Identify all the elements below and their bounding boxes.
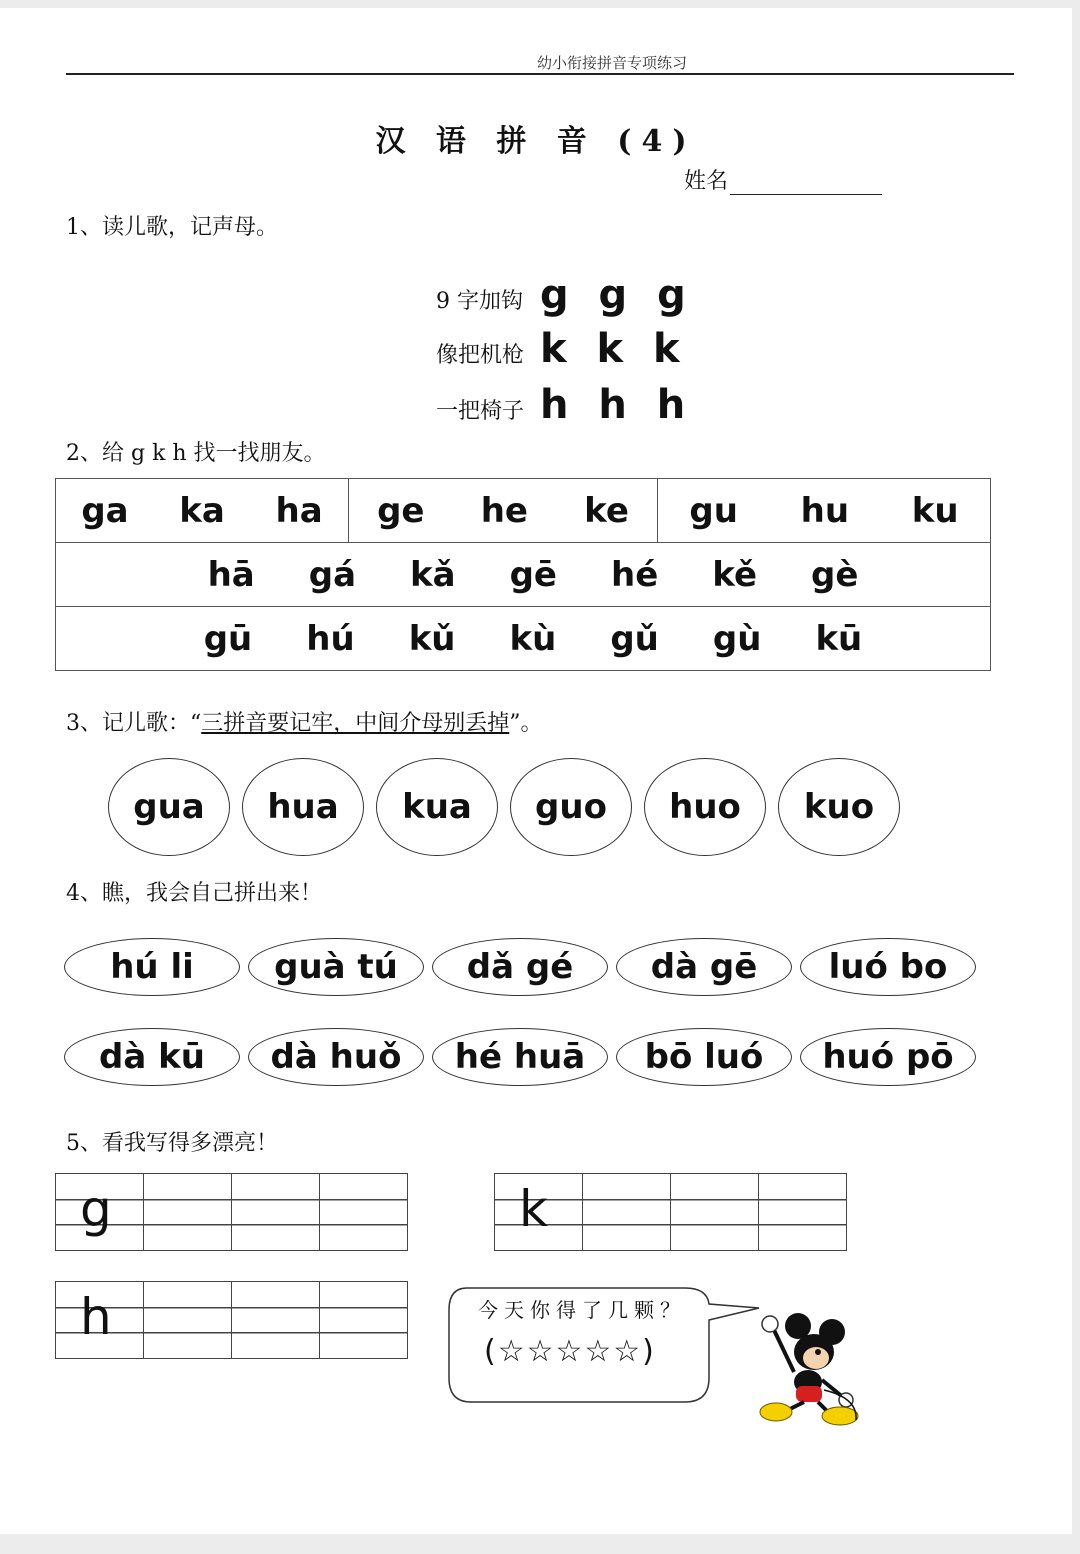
syllable: ge (377, 490, 425, 531)
syllable: gá (308, 554, 357, 595)
triple-syllable-circles (108, 758, 900, 856)
syllable-circle: kuo (778, 758, 900, 856)
rhyme-label: 9 字加钩 (436, 289, 523, 314)
table-row (56, 543, 991, 607)
word-oval: dà huǒ (248, 1028, 424, 1086)
syllable-table (55, 478, 991, 671)
writing-cell[interactable] (759, 1174, 846, 1250)
sample-letter: k (519, 1180, 548, 1238)
rhyme-row-k (436, 326, 688, 372)
word-oval: huó pō (800, 1028, 976, 1086)
speech-question: 今天你得了几颗？ (478, 1298, 686, 1322)
syllable: gu (689, 490, 738, 531)
worksheet-page (0, 8, 1072, 1534)
word-ovals-row-2 (64, 1028, 976, 1086)
rhyme-letters: h h h (540, 382, 694, 428)
sample-letter: g (80, 1180, 112, 1238)
cartoon-mouse-illustration (748, 1302, 878, 1432)
word-oval: hé huā (432, 1028, 608, 1086)
q4-heading: 4、瞧，我会自己拼出来！ (66, 881, 322, 906)
writing-grid-h[interactable] (55, 1281, 408, 1359)
word-oval: dà kū (64, 1028, 240, 1086)
table-cell (349, 479, 658, 543)
header-divider (66, 73, 1014, 75)
writing-cell[interactable] (144, 1282, 232, 1358)
q2-heading: 2、给 g k h 找一找朋友。 (66, 441, 326, 466)
rhyme-letters: g g g (540, 272, 694, 318)
word-oval: dǎ gé (432, 938, 608, 996)
word-oval: guà tú (248, 938, 424, 996)
rhyme-row-g (436, 272, 694, 318)
syllable: gù (712, 618, 762, 659)
word-oval: luó bo (800, 938, 976, 996)
writing-cell[interactable] (144, 1174, 232, 1250)
rhyme-label: 一把椅子 (436, 399, 525, 424)
writing-cell[interactable] (56, 1282, 144, 1358)
syllable: hu (800, 490, 850, 531)
syllable: hú (306, 618, 355, 659)
writing-grid-k[interactable] (494, 1173, 847, 1251)
syllable: ke (584, 490, 629, 531)
writing-cell[interactable] (671, 1174, 759, 1250)
q3-rhyme-text: 三拼音要记牢，中间介母别丢掉 (201, 711, 510, 736)
name-label: 姓名 (684, 169, 729, 194)
syllable-circle: huo (644, 758, 766, 856)
syllable-circle: kua (376, 758, 498, 856)
writing-cell[interactable] (320, 1282, 407, 1358)
name-blank-line[interactable] (730, 170, 882, 195)
syllable: ku (911, 490, 959, 531)
syllable-circle: hua (242, 758, 364, 856)
writing-cell[interactable] (320, 1174, 407, 1250)
word-oval: hú li (64, 938, 240, 996)
syllable: hā (207, 554, 255, 595)
rhyme-letters: k k k (540, 326, 688, 372)
table-cell (56, 607, 991, 671)
q3-heading-suffix: ”。 (509, 711, 543, 736)
name-field[interactable] (684, 164, 882, 195)
table-cell (658, 479, 991, 543)
page-title: 汉 语 拼 音 (4) (375, 124, 697, 159)
writing-cell[interactable] (583, 1174, 671, 1250)
table-row (56, 479, 991, 543)
q3-heading-prefix: 3、记儿歌：“ (66, 711, 202, 736)
q1-heading: 1、读儿歌，记声母。 (66, 215, 278, 240)
header-subtitle: 幼小衔接拼音专项练习 (536, 54, 687, 72)
writing-cell[interactable] (232, 1174, 320, 1250)
star-rating[interactable]: (☆☆☆☆☆) (484, 1334, 656, 1369)
word-ovals-row-1 (64, 938, 976, 996)
syllable: ga (81, 490, 129, 531)
writing-cell[interactable] (56, 1174, 144, 1250)
syllable: gē (509, 554, 557, 595)
syllable: hé (610, 554, 659, 595)
table-row (56, 607, 991, 671)
syllable: kǔ (408, 618, 456, 659)
syllable: kě (712, 554, 758, 595)
table-cell (56, 479, 349, 543)
q5-heading: 5、看我写得多漂亮！ (66, 1131, 278, 1156)
writing-cell[interactable] (232, 1282, 320, 1358)
syllable: ha (275, 490, 323, 531)
word-oval: bō luó (616, 1028, 792, 1086)
word-oval: dà gē (616, 938, 792, 996)
syllable: kū (815, 618, 863, 659)
sample-letter: h (80, 1288, 112, 1346)
syllable: gǔ (610, 618, 659, 659)
syllable: kù (509, 618, 557, 659)
syllable-circle: gua (108, 758, 230, 856)
syllable: gè (811, 554, 859, 595)
writing-grid-g[interactable] (55, 1173, 408, 1251)
syllable: kǎ (410, 554, 456, 595)
syllable: ka (179, 490, 225, 531)
syllable: gū (203, 618, 253, 659)
syllable-circle: guo (510, 758, 632, 856)
writing-cell[interactable] (495, 1174, 583, 1250)
rhyme-label: 像把机枪 (436, 343, 525, 368)
rhyme-row-h (436, 382, 693, 428)
table-cell (56, 543, 991, 607)
q3-heading (66, 706, 543, 737)
syllable: he (480, 490, 528, 531)
